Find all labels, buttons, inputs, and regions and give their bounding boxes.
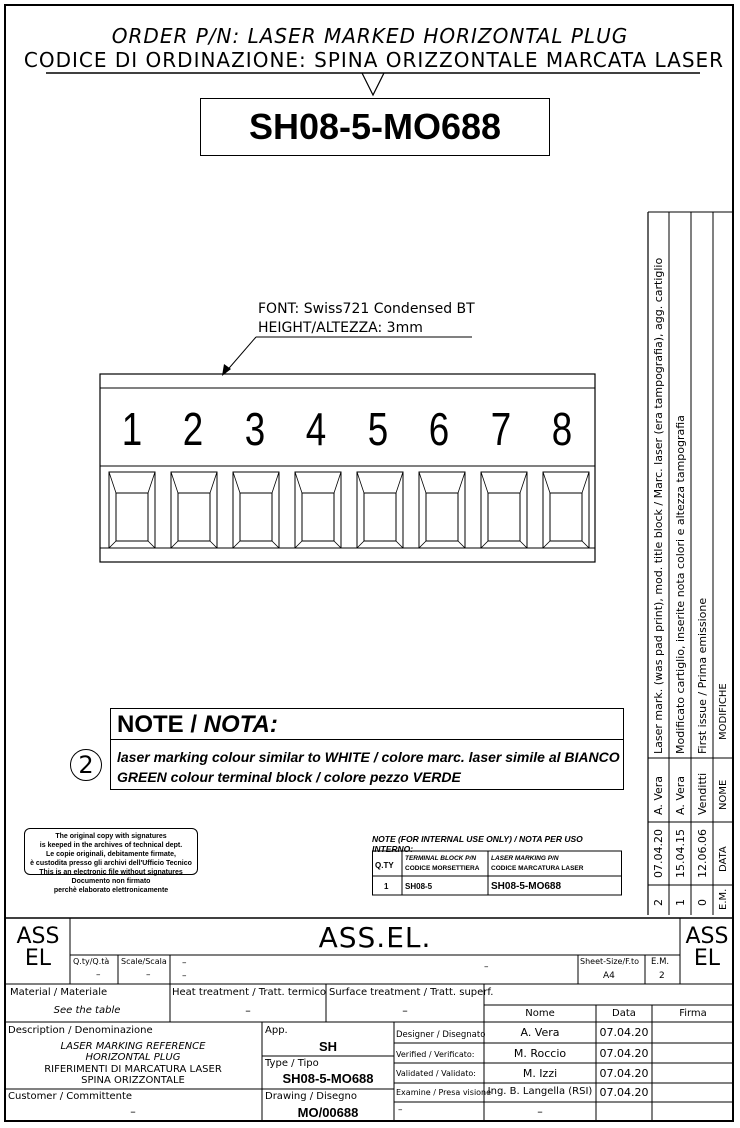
rev-em: 1 [674,899,687,906]
revision-marker: 2 [70,749,102,781]
heat-value: – [245,1004,251,1017]
signature-stamp: The original copy with signatures is keeped in the archives of technical dept. Le copie originali, debitamente firmate, è custodita presso gli archivi dell'Ufficio Tecnico This is an electronic file without signatures Documento non firmato perchè elaborato elettronicamente [24,828,198,875]
sheet-value: A4 [603,971,615,981]
drawing-label: Drawing / Disegno [265,1091,357,1102]
note-line-colour: laser marking colour similar to WHITE / colore marc. laser simile al BIANCO [117,749,620,765]
scale-label: Scale/Scala [121,957,167,966]
col-pn-it: CODICE MORSETTIERA [405,865,480,872]
rev-em: 0 [696,899,709,906]
dash: – [537,1105,543,1118]
note-title: NOTE / NOTA: [117,711,278,738]
internal-note-title: NOTE (FOR INTERNAL USE ONLY) / NOTA PER USO INTERNO: [372,834,583,854]
pin-number: 6 [428,403,450,455]
signoff-name: M. Roccio [513,1047,567,1060]
signoff-role: Designer / Disegnato [396,1030,486,1040]
app-label: App. [265,1025,288,1036]
description-line: HORIZONTAL PLUG [85,1052,181,1063]
rev-header-data: DATA [718,846,729,872]
rev-em: 2 [652,899,665,906]
heat-label: Heat treatment / Tratt. termico [172,987,327,998]
pin-number: 5 [367,403,388,455]
description-line: SPINA ORIZZONTALE [81,1075,185,1086]
rev-header-modifiche: MODIFICHE [718,683,729,740]
brand-name: ASS.EL. [318,921,432,954]
rev-desc: First issue / Prima emissione [696,597,709,754]
dash: – [182,958,187,968]
cell-qty: 1 [384,882,389,891]
type-value: SH08-5-MO688 [282,1071,374,1086]
customer-value: – [130,1105,136,1118]
col-qty: Q.TY [375,861,394,870]
em-value: 2 [659,971,665,981]
scale-value: – [146,970,151,980]
pin-number: 3 [244,403,266,455]
signoff-name: Ing. B. Langella (RSI) [487,1086,593,1097]
col-data: Data [612,1008,636,1019]
signoff-date: 07.04.20 [599,1086,649,1099]
height-spec: HEIGHT/ALTEZZA: 3mm [258,320,423,336]
rev-date: 12.06.06 [696,829,709,878]
rev-date: 15.04.15 [674,829,687,878]
signoff-role: Verified / Verificato: [396,1050,475,1059]
dash: – [398,1105,403,1115]
pin-number: 1 [121,403,143,455]
signoff-name: M. Izzi [522,1067,558,1080]
rev-header-em: E.M. [718,888,729,910]
surface-label: Surface treatment / Tratt. superf. [329,987,494,998]
rev-desc: Modificato cartiglio, inserite nota colori e altezza tampografia [674,415,687,754]
description-line: LASER MARKING REFERENCE [60,1041,206,1052]
rev-name: A. Vera [652,775,665,815]
title-italian: CODICE DI ORDINAZIONE: SPINA ORIZZONTALE MARCATA LASER [23,48,725,72]
signoff-role: Validated / Validato: [396,1069,477,1078]
rev-date: 07.04.20 [652,829,665,878]
pin-number: 4 [306,403,327,455]
pin-number: 8 [551,403,573,455]
title-english: ORDER P/N: LASER MARKED HORIZONTAL PLUG [111,24,629,48]
description-label: Description / Denominazione [8,1025,153,1036]
pin-number: 2 [183,403,204,455]
col-pn-en: TERMINAL BLOCK P/N [405,855,477,862]
pin-number: 7 [490,403,511,455]
part-code-box: SH08-5-MO688 [200,98,550,156]
note-line-block: GREEN colour terminal block / colore pezzo VERDE [117,769,461,785]
material-label: Material / Materiale [10,987,108,998]
signoff-role: Examine / Presa visione [396,1088,492,1097]
col-lm-it: CODICE MARCATURA LASER [491,865,584,872]
rev-name: A. Vera [674,775,687,815]
signoff-name: A. Vera [520,1026,560,1039]
col-firma: Firma [679,1008,707,1019]
cell-pn: SH08-5 [405,882,433,891]
logo-left: ASS EL [16,924,60,971]
rev-desc: Laser mark. (was pad print), mod. title block / Marc. laser (era tampografia), agg. cartiglio [652,257,665,754]
font-spec: FONT: Swiss721 Condensed BT [258,301,475,317]
drawing-value: MO/00688 [297,1105,359,1120]
col-nome: Nome [525,1008,555,1019]
signoff-date: 07.04.20 [599,1047,649,1060]
logo-right: ASS EL [685,924,729,971]
dash: – [182,971,187,981]
description-line: RIFERIMENTI DI MARCATURA LASER [44,1064,222,1075]
cell-lm: SH08-5-MO688 [491,881,562,892]
rev-name: Venditti [696,772,709,815]
rev-header-nome: NOME [718,779,729,810]
sheet-label: Sheet-Size/F.to [580,957,640,966]
material-value: See the table [53,1005,121,1016]
col-lm-en: LASER MARKING P/N [491,855,559,862]
em-label: E.M. [651,957,670,967]
qty-value: – [96,970,101,980]
customer-label: Customer / Committente [8,1091,133,1102]
surface-value: – [402,1004,408,1017]
qty-label: Q.ty/Q.tà [73,957,110,966]
type-label: Type / Tipo [265,1058,319,1069]
app-value: SH [318,1039,338,1054]
dash: – [484,962,489,972]
signoff-date: 07.04.20 [599,1026,649,1039]
signoff-date: 07.04.20 [599,1067,649,1080]
